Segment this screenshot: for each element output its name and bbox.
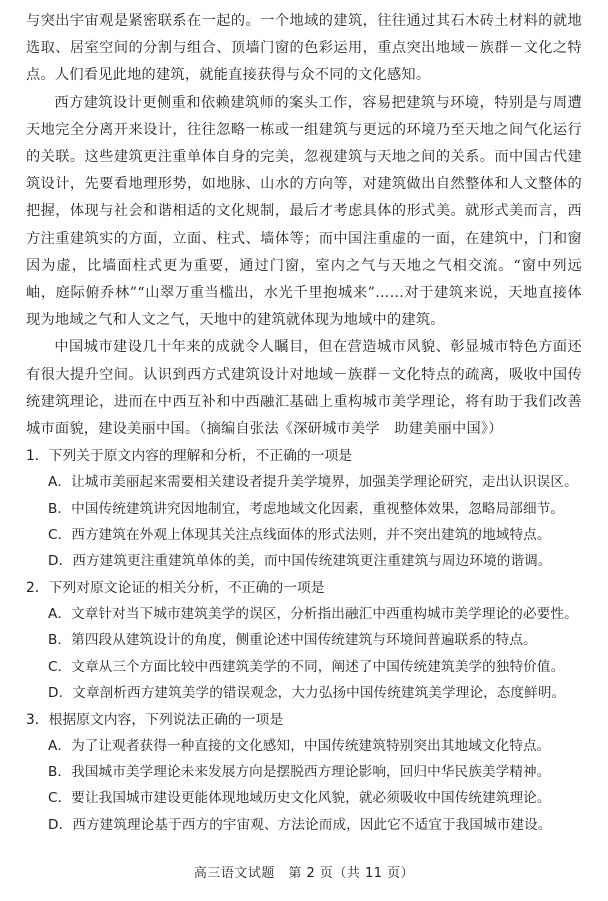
- question-1-option-d: D．西方建筑更注重建筑单体的美，而中国传统建筑更注重建筑与周边环境的谐调。: [48, 553, 552, 570]
- question-3-option-c: C．要让我国城市建设更能体现地域历史文化风貌，就必须吸收中国传统建筑理论。: [48, 790, 551, 807]
- question-3-option-d: D．西方建筑理论基于西方的宇宙观、方法论而成，因此它不适宜于我国城市建设。: [48, 816, 552, 833]
- question-2-option-a: A．文章针对当下城市建筑美学的误区，分析指出融汇中西重构城市美学理论的必要性。: [48, 605, 578, 622]
- question-2: [26, 575, 582, 707]
- question-3-stem: 3．根据原文内容，下列说法正确的一项是: [26, 711, 284, 728]
- page-footer: 高三语文试题 第 2 页（共 11 页）: [193, 866, 415, 881]
- question-2-option-d: D．文章剖析西方建筑美学的错误观念，大力弘扬中国传统建筑美学理论，态度鲜明。: [48, 685, 566, 702]
- question-3-option-a: A．为了让观者获得一种直接的文化感知，中国传统建筑特别突出其地域文化特点。: [48, 737, 551, 754]
- question-2-stem: 2．下列对原文论证的相关分析，不正确的一项是: [26, 579, 325, 596]
- question-1-option-a: A．让城市美丽起来需要相关建设者提升美学境界，加强美学理论研究，走出认识误区。: [48, 474, 578, 491]
- question-1-stem: 1．下列关于原文内容的理解和分析，不正确的一项是: [26, 448, 353, 465]
- question-3-option-b: B．我国城市美学理论未来发展方向是摆脱西方理论影响，回归中华民族美学精神。: [48, 763, 551, 780]
- question-1: [26, 443, 582, 575]
- question-3: [26, 707, 582, 839]
- passage-paragraph-3: [26, 334, 582, 443]
- passage-paragraph-2: 西方建筑设计更侧重和依赖建筑师的案头工作，容易把建筑与环境，特别是与周遭天地完全分离开来设计，往往忽略一栋或一组建筑与更远的环境乃至天地之间气化运行的关联。这些建筑更注重单体自身的完美，忽视建筑与天地之间的关系。而中国古代建筑设计，先要看地理形势，如地脉、山水的方向等，对建筑做出自然整体和人文整体的把握，体现与社会和谐相适的文化规制，最后才考虑具体的形式美。就形式美而言，西方注重建筑实的方面，立面、柱式、墙体等；而中国注重虚的一面，在建筑中，门和窗因为虚，比墙面柱式更为重要，通过门窗，室内之气与天地之气相交流。“窗中列远岫，庭际俯乔林”“山翠万重当槛出，水光千里抱城来”……对于建筑来说，天地直接体现为地域之气和人文之气，天地中的建筑就体现为地域中的建筑。: [26, 94, 582, 329]
- question-1-option-c: C．西方建筑在外观上体现其关注点线面体的形式法则，并不突出建筑的地域特点。: [48, 527, 551, 544]
- question-1-option-b: B．中国传统建筑讲究因地制宜，考虑地域文化因素，重视整体效果，忽略局部细节。: [48, 500, 565, 517]
- passage-paragraph-3-text: 中国城市建设几十年来的成就令人瞩目，但在营造城市风貌、彰显城市特色方面还有很大提升空间。认识到西方式建筑设计对地域－族群－文化特点的疏离，吸收中国传统建筑理论，进而在中西互补和中西融汇基础上重构城市美学理论，将有助于我们改善城市面貌，建设美丽中国。: [26, 339, 582, 438]
- passage-source: （摘编自张法《深研城市美学 助建美丽中国》）: [199, 421, 503, 438]
- question-2-option-c: C．文章从三个方面比较中西建筑美学的不同，阐述了中国传统建筑美学的独特价值。: [48, 658, 565, 675]
- passage-paragraph-1: 与突出宇宙观是紧密联系在一起的。一个地域的建筑，往往通过其石木砖土材料的就地选取、居室空间的分割与组合、顶墙门窗的色彩运用，重点突出地域－族群－文化之特点。人们看见此地的建筑，就能直接获得与众不同的文化感知。: [26, 13, 582, 84]
- question-2-option-b: B．第四段从建筑设计的角度，侧重论述中国传统建筑与环境间普遍联系的特点。: [48, 632, 537, 649]
